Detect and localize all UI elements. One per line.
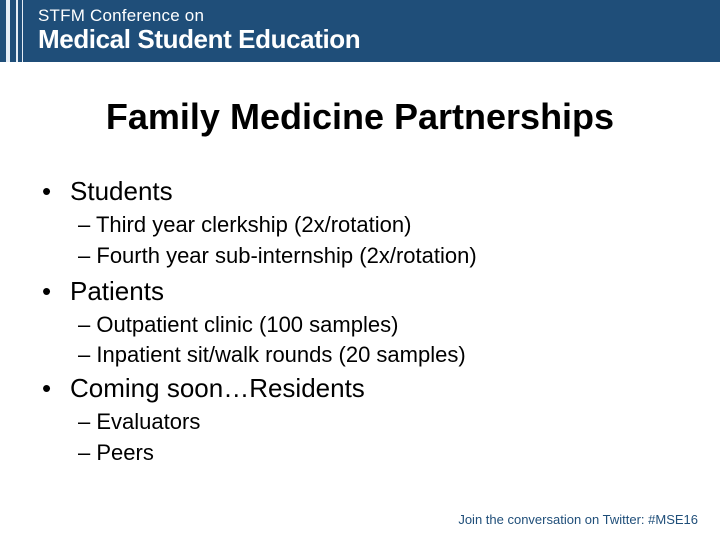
bullet-label: Patients xyxy=(70,276,164,306)
sub-item xyxy=(78,243,477,269)
sub-item xyxy=(78,342,466,368)
sub-item-label: Inpatient sit/walk rounds (20 samples) xyxy=(96,342,466,367)
banner-bar xyxy=(6,0,10,62)
bullet-icon: • xyxy=(42,276,52,306)
dash-icon: – xyxy=(78,243,91,268)
sub-item-label: Third year clerkship (2x/rotation) xyxy=(95,212,412,237)
sub-item-label: Fourth year sub-internship (2x/rotation) xyxy=(96,243,477,268)
sub-item xyxy=(78,409,200,435)
bullet-label: Students xyxy=(70,176,173,206)
sub-item xyxy=(78,212,411,238)
dash-icon: – xyxy=(78,312,91,337)
banner-bar xyxy=(16,0,18,62)
conference-banner xyxy=(0,0,720,62)
sub-item-label: Outpatient clinic (100 samples) xyxy=(96,312,399,337)
bullet-icon: • xyxy=(42,373,52,403)
sub-item xyxy=(78,440,154,466)
bullet-item-coming-soon xyxy=(42,373,365,404)
bullet-item-students xyxy=(42,176,173,207)
bullet-item-patients xyxy=(42,276,164,307)
bullet-icon: • xyxy=(42,176,52,206)
banner-title: Medical Student Education xyxy=(38,24,361,54)
slide-title: Family Medicine Partnerships xyxy=(105,96,615,137)
dash-icon: – xyxy=(78,409,91,434)
banner-subtitle: STFM Conference on xyxy=(38,6,205,25)
bullet-label: Coming soon…Residents xyxy=(70,373,365,403)
sub-item-label: Evaluators xyxy=(96,409,201,434)
twitter-footer: Join the conversation on Twitter: #MSE16 xyxy=(458,512,698,527)
dash-icon: – xyxy=(78,212,91,237)
dash-icon: – xyxy=(78,440,91,465)
banner-bar xyxy=(22,0,23,62)
sub-item-label: Peers xyxy=(96,440,154,465)
sub-item xyxy=(78,312,398,338)
dash-icon: – xyxy=(78,342,91,367)
